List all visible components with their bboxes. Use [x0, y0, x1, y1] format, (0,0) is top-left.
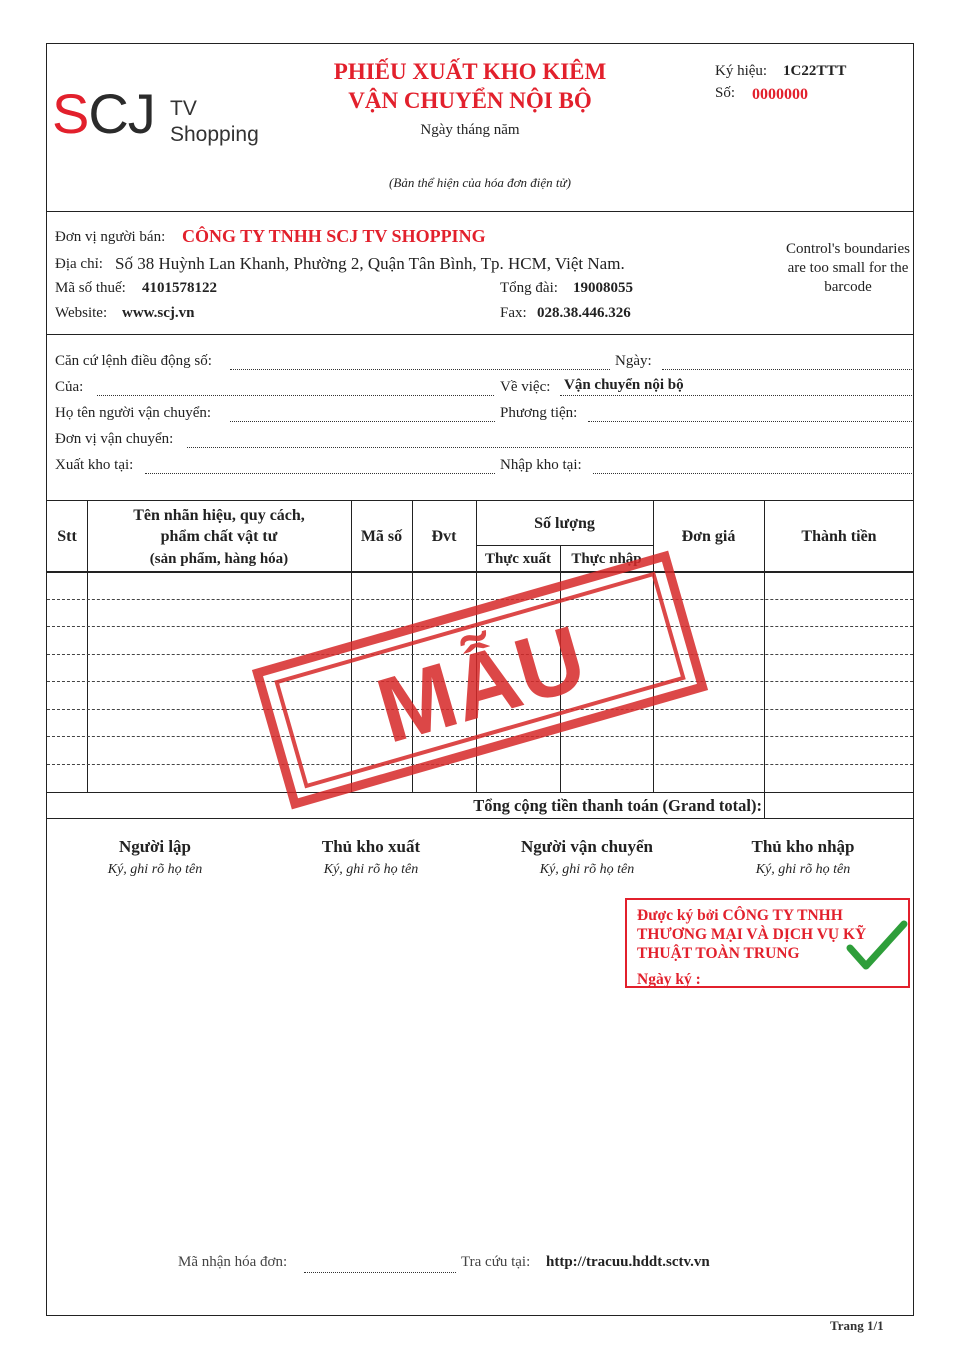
document-title-line1: PHIẾU XUẤT KHO KIÊM — [333, 59, 607, 84]
document-title-line2: VẬN CHUYỂN NỘI BỘ — [348, 88, 592, 113]
export-at-label: Xuất kho tại: — [55, 457, 134, 473]
seller-fax-value: 028.38.446.326 — [537, 305, 631, 321]
grand-total-label: Tổng cộng tiền thanh toán (Grand total): — [473, 796, 762, 815]
header-unit: Đvt — [431, 528, 457, 545]
scj-logo: SCJ — [52, 82, 155, 145]
barcode-note: Control's boundaries are too small for the barcode — [786, 241, 910, 295]
of-line — [97, 395, 494, 396]
of-label: Của: — [55, 379, 84, 395]
sample-stamp — [240, 530, 720, 830]
subject-line — [560, 395, 912, 396]
seller-hotline-label: Tổng đài: — [500, 280, 558, 296]
seller-hotline-value: 19008055 — [573, 280, 633, 296]
seller-address-value: Số 38 Huỳnh Lan Khanh, Phường 2, Quận Tân Bình, Tp. HCM, Việt Nam. — [115, 254, 625, 273]
col-divider — [764, 500, 765, 818]
header-amount: Thành tiền — [801, 528, 877, 545]
subject-value: Vận chuyển nội bộ — [564, 377, 684, 393]
signer-sub-carrier: Ký, ghi rõ họ tên — [539, 862, 635, 877]
import-at-line — [593, 473, 912, 474]
stamp-text: MẪU — [366, 606, 597, 763]
lookup-label: Tra cứu tại: — [461, 1254, 531, 1270]
signed-by-line2: THƯƠNG MẠI VÀ DỊCH VỤ KỸ — [637, 926, 867, 943]
signer-sub-creator: Ký, ghi rõ họ tên — [107, 862, 203, 877]
lookup-url[interactable]: http://tracuu.hddt.sctv.vn — [546, 1254, 710, 1270]
order-number-label: Căn cứ lệnh điều động số: — [55, 353, 212, 369]
vehicle-label: Phương tiện: — [500, 405, 578, 421]
header-qty-out: Thực xuất — [484, 551, 552, 567]
header-code: Mã số — [360, 528, 403, 545]
seller-address-label: Địa chỉ: — [55, 256, 103, 272]
divider — [46, 211, 914, 212]
header-quantity: Số lượng — [534, 515, 595, 532]
scj-logo-subtitle: TV Shopping — [170, 97, 259, 146]
seller-tax-value: 4101578122 — [142, 280, 217, 296]
signer-title-carrier: Người vận chuyển — [520, 837, 654, 856]
import-at-label: Nhập kho tại: — [500, 457, 582, 473]
signed-date-label: Ngày ký : — [637, 971, 701, 988]
signed-by-line3: THUẬT TOÀN TRUNG — [637, 945, 800, 962]
table-top-border — [46, 500, 914, 501]
ky-hieu-value: 1C22TTT — [783, 63, 847, 79]
carrier-unit-label: Đơn vị vận chuyển: — [55, 431, 174, 447]
order-number-line — [230, 369, 610, 370]
so-value: 0000000 — [752, 86, 808, 103]
signer-title-creator: Người lập — [118, 837, 192, 856]
header-stt: Stt — [57, 528, 77, 545]
header-name-line2: phẩm chất vật tư — [160, 528, 278, 545]
carrier-name-label: Họ tên người vận chuyển: — [55, 405, 212, 421]
e-invoice-note: (Bản thể hiện của hóa đơn điện tử) — [389, 175, 571, 190]
signer-sub-export-keeper: Ký, ghi rõ họ tên — [323, 862, 419, 877]
signed-by-line1: Được ký bởi CÔNG TY TNHH — [637, 907, 843, 924]
receive-code-line — [304, 1272, 456, 1273]
header-name-line3: (sản phẩm, hàng hóa) — [149, 551, 289, 567]
page-number: Trang 1/1 — [830, 1318, 884, 1333]
header-qty-in: Thực nhập — [571, 551, 642, 567]
seller-website-label: Website: — [55, 305, 108, 321]
checkmark-icon — [846, 918, 908, 972]
header-name-line1: Tên nhãn hiệu, quy cách, — [133, 507, 305, 524]
seller-unit-value: CÔNG TY TNHH SCJ TV SHOPPING — [182, 226, 486, 246]
export-at-line — [145, 473, 495, 474]
order-date-line — [662, 369, 912, 370]
so-label: Số: — [715, 85, 736, 101]
seller-fax-label: Fax: — [500, 305, 527, 321]
signer-sub-import-keeper: Ký, ghi rõ họ tên — [755, 862, 851, 877]
date-line: Ngày tháng năm — [420, 122, 520, 138]
signer-title-import-keeper: Thủ kho nhập — [751, 837, 855, 856]
subject-label: Về việc: — [500, 379, 551, 395]
carrier-name-line — [230, 421, 495, 422]
signer-title-export-keeper: Thủ kho xuất — [321, 837, 421, 856]
carrier-unit-line — [187, 447, 912, 448]
vehicle-line — [588, 421, 912, 422]
seller-website-value: www.scj.vn — [122, 305, 195, 321]
divider — [46, 334, 914, 335]
seller-tax-label: Mã số thuế: — [55, 280, 126, 296]
ky-hieu-label: Ký hiệu: — [715, 63, 768, 79]
seller-unit-label: Đơn vị người bán: — [55, 229, 166, 245]
header-unit-price: Đơn giá — [681, 528, 736, 545]
receive-code-label: Mã nhận hóa đơn: — [178, 1254, 288, 1270]
order-date-label: Ngày: — [615, 353, 652, 369]
